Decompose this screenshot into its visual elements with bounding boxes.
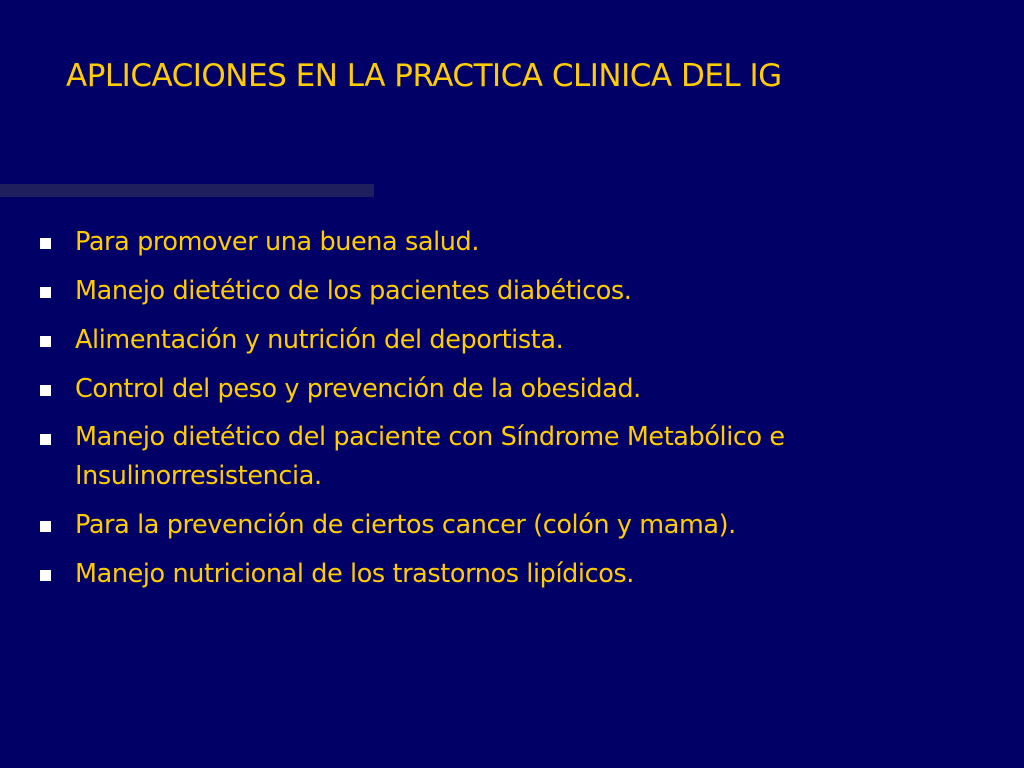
bullet-item-diabetic-diet — [40, 271, 1000, 311]
bullet-item-metabolic-syndrome — [40, 418, 1000, 496]
square-bullet-icon — [40, 336, 51, 347]
title-divider-bar — [0, 184, 374, 197]
bullet-text: Manejo nutricional de los trastornos lipídicos. — [75, 559, 635, 589]
bullet-text: Control del peso y prevención de la obesidad. — [75, 374, 641, 404]
square-bullet-icon — [40, 521, 51, 532]
square-bullet-icon — [40, 570, 51, 581]
bullet-text: Alimentación y nutrición del deportista. — [75, 325, 564, 355]
square-bullet-icon — [40, 385, 51, 396]
square-bullet-icon — [40, 287, 51, 298]
bullet-list — [40, 222, 1000, 603]
bullet-item-cancer-prevention — [40, 505, 1000, 545]
square-bullet-icon — [40, 434, 51, 445]
bullet-text: Manejo dietético del paciente con Síndrome Metabólico e Insulinorresistencia. — [75, 422, 785, 491]
bullet-item-promote-health — [40, 222, 1000, 262]
bullet-item-lipid-disorders — [40, 554, 1000, 594]
bullet-item-weight-control — [40, 369, 1000, 409]
bullet-text: Manejo dietético de los pacientes diabéticos. — [75, 276, 632, 306]
slide-title: APLICACIONES EN LA PRACTICA CLINICA DEL IG — [66, 58, 782, 94]
bullet-item-athlete-nutrition — [40, 320, 1000, 360]
square-bullet-icon — [40, 238, 51, 249]
bullet-text: Para la prevención de ciertos cancer (colón y mama). — [75, 510, 736, 540]
bullet-text: Para promover una buena salud. — [75, 227, 480, 257]
